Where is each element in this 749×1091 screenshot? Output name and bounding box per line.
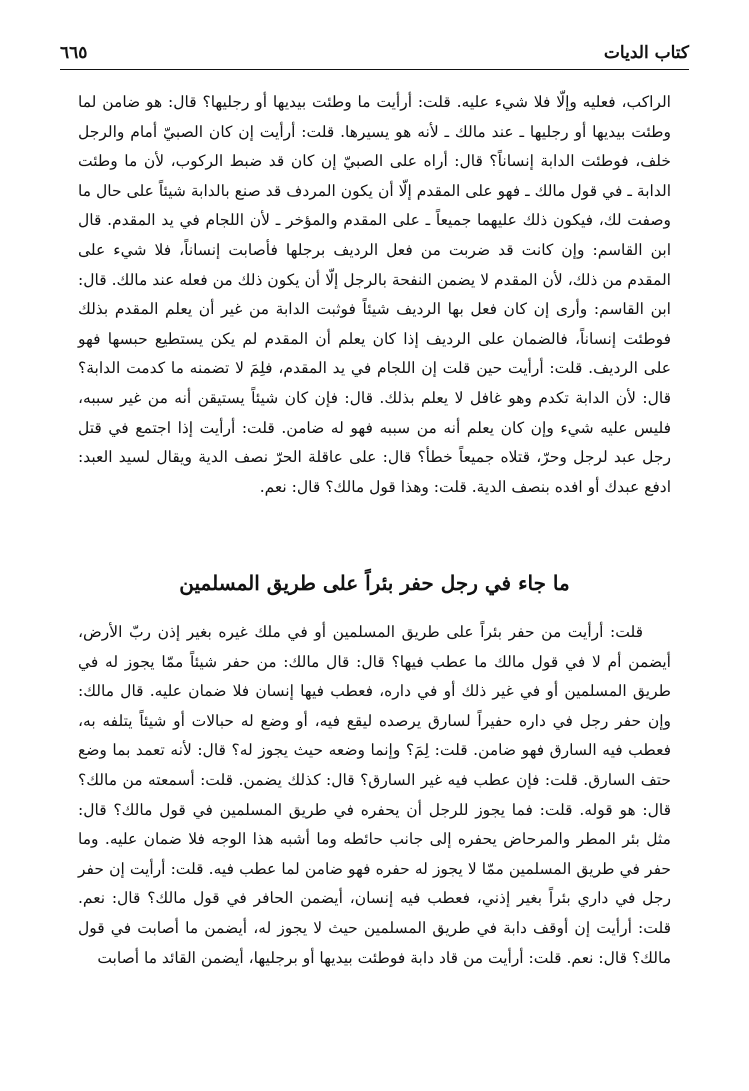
running-header (60, 40, 689, 66)
body-paragraph-2: قلت: أرأيت من حفر بئراً على طريق المسلمين أو في ملك غيره بغير إذن ربّ الأرض، أيضمن أم لا في قول مالك ما عطب فيها؟ قال: قال مالك: من حفر شيئاً ممّا يجوز له في طريق المسلمين أو في غير ذلك أو في داره، فعطب فيها إنسان فلا ضمان عليه. قال مالك: وإن حفر رجل في داره حفيراً لسارق يرصده ليقع فيه، أو وضع له حبالات أو شيئاً يتلفه به، فعطب فيه السارق فهو ضامن. قلت: لِمَ؟ وإنما وضعه حيث يجوز له؟ قال: لأنه تعمد بما وضع حتف السارق. قلت: فإن عطب فيه غير السارق؟ قال: كذلك يضمن. قلت: أسمعته من مالك؟ قال: هو قوله. قلت: فما يجوز للرجل أن يحفره في طريق المسلمين في قول مالك؟ قال: مثل بئر المطر والمرحاض يحفره إلى جانب حائطه وما أشبه هذا الوجه فلا ضمان عليه. وما حفر في طريق المسلمين ممّا لا يجوز له حفره فهو ضامن لما عطب فيه. قلت: أرأيت إن حفر رجل في داري بئراً بغير إذني، فعطب فيه إنسان، أيضمن الحافر في قول مالك؟ قال: نعم. قلت: أرأيت إن أوقف دابة في طريق المسلمين حيث لا يجوز له، أيضمن ما أصابت في قول مالك؟ قال: نعم. قلت: أرأيت من قاد دابة فوطئت بيديها أو برجليها، أيضمن القائد ما أصابت (78, 623, 671, 967)
section-title: ما جاء في رجل حفر بئراً على طريق المسلمين (179, 571, 570, 595)
body-paragraph-1: الراكب، فعليه وإلّا فلا شيء عليه. قلت: أرأيت ما وطئت بيديها أو رجليها؟ قال: هو ضامن لما وطئت بيديها أو رجليها ـ عند مالك ـ لأنه هو يسيرها. قلت: أرأيت إن كان الصبيّ أمام والرجل خلف، فوطئت الدابة إنساناً؟ قال: أراه على الصبيّ إن كان قد ضبط الركوب، لأن ما وطئت الدابة ـ في قول مالك ـ فهو على المقدم إلّا أن يكون المردف قد صنع بالدابة شيئاً على حال ما وصفت لك، فيكون ذلك عليهما جميعاً ـ على المقدم والمؤخر ـ لأن اللجام في يد المقدم. قال ابن القاسم: وإن كانت قد ضربت من فعل الرديف برجلها فأصابت إنساناً، فلا شيء على المقدم من ذلك، لأن المقدم لا يضمن النفحة بالرجل إلّا أن يكون ذلك من فعله عند مالك. قال: ابن القاسم: وأرى إن كان فعل بها الرديف شيئاً فوثبت الدابة من غير أن يعلم المقدم بذلك فوطئت إنساناً، فالضمان على الرديف إذا كان يعلم أن المقدم لم يكن يستطيع حبسها فهو على الرديف. قلت: أرأيت حين قلت إن اللجام في يد المقدم، فلِمَ لا تضمنه ما كدمت الدابة؟ قال: لأن الدابة تكدم وهو غافل لا يعلم بذلك. قال: فإن كان شيئاً يستيقن أنه من غير سببه، فليس عليه شيء وإن كان يعلم أنه من سببه فهو له ضامن. قلت: أرأيت إذا اجتمع في قتل رجل عبد لرجل وحرّ، قتلاه جميعاً خطأ؟ قال: على عاقلة الحرّ نصف الدية ويقال لسيد العبد: ادفع عبدك أو افده بنصف الدية. قلت: وهذا قول مالك؟ قال: نعم. (78, 93, 671, 496)
header-divider (60, 69, 689, 70)
page-number: ٦٦٥ (60, 43, 88, 63)
chapter-title: كتاب الديات (603, 43, 689, 63)
